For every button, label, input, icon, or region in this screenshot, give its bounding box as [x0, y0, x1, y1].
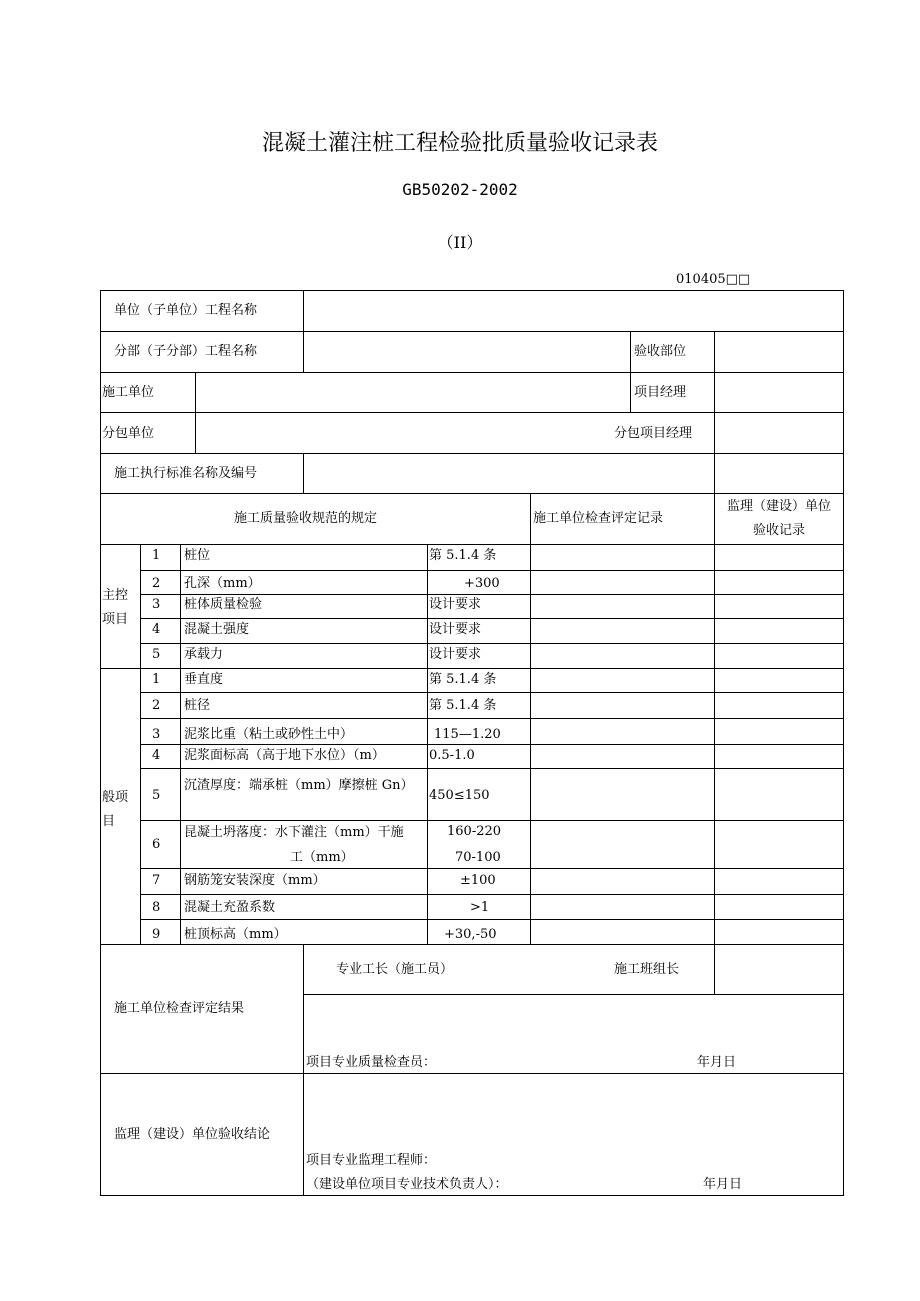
- table-line: [714, 493, 715, 945]
- row-no: 2: [152, 698, 161, 713]
- inspector-label: 项目专业质量检查员：: [306, 1055, 437, 1070]
- row-item: 垂直度: [184, 672, 224, 687]
- row-value: 第 5.1.4 条: [429, 548, 497, 563]
- row-no: 7: [152, 873, 161, 888]
- owner-rep-label: （建设单位项目专业技术负责人）：: [306, 1177, 508, 1192]
- project-manager-label: 项目经理: [634, 385, 687, 400]
- row-no: 1: [152, 548, 161, 563]
- table-line: [140, 718, 844, 719]
- row-value: 设计要求: [429, 597, 482, 612]
- row-value: 115—1.20: [434, 727, 501, 742]
- row-value: 设计要求: [429, 647, 482, 662]
- table-line: [140, 594, 844, 595]
- row-value: 设计要求: [429, 622, 482, 637]
- row-item: 泥浆面标高（高于地下水位）（m）: [184, 748, 385, 763]
- row-value: ±100: [460, 873, 496, 888]
- table-line: [303, 994, 844, 995]
- table-line: [714, 944, 715, 995]
- table-line: [140, 868, 844, 869]
- table-line: [140, 894, 844, 895]
- conclusion-label: 监理（建设）单位验收结论: [114, 1127, 271, 1142]
- table-line: [843, 290, 844, 1196]
- table-line: [100, 453, 844, 454]
- standard-label: 施工执行标准名称及编号: [114, 466, 258, 481]
- subcontract-manager-label: 分包项目经理: [614, 426, 693, 441]
- row-value-2: 70-100: [455, 850, 501, 865]
- row-item: 承载力: [184, 647, 224, 662]
- supervisor-record-header-2: 验收记录: [752, 523, 805, 538]
- table-line: [195, 372, 196, 453]
- table-line: [140, 692, 844, 693]
- row-item: 昆凝土坍落度：水下灌注（mm）干施: [184, 825, 404, 840]
- page-title: 混凝土灌注桩工程检验批质量验收记录表: [261, 131, 658, 156]
- supervisor-record-header: 监理（建设）单位: [726, 499, 831, 514]
- row-no: 5: [152, 647, 161, 662]
- table-line: [100, 331, 844, 332]
- row-item: 桩体质量检验: [184, 597, 263, 612]
- row-no: 5: [152, 788, 161, 803]
- row-item: 钢筋笼安装深度（mm）: [184, 873, 326, 888]
- row-no: 4: [152, 748, 161, 763]
- table-line: [100, 493, 844, 494]
- table-line: [100, 1073, 844, 1074]
- row-item: 沉渣厚度：端承桩（mm）摩擦桩 Gn）: [184, 778, 414, 793]
- table-line: [100, 944, 844, 945]
- row-item: 孔深（mm）: [184, 576, 261, 591]
- row-no: 4: [152, 622, 161, 637]
- row-value: 第 5.1.4 条: [429, 698, 497, 713]
- row-value: 0.5-1.0: [429, 748, 475, 763]
- row-item: 泥浆比重（粘土或砂性土中）: [184, 727, 354, 742]
- row-no: 6: [152, 837, 161, 852]
- table-line: [140, 744, 844, 745]
- table-line: [714, 331, 715, 494]
- table-line: [100, 544, 844, 545]
- table-line: [100, 1195, 844, 1196]
- row-item: 桩位: [184, 548, 211, 563]
- row-item: 混凝土充盈系数: [184, 900, 276, 915]
- engineer-label: 项目专业监理工程师：: [306, 1153, 437, 1168]
- row-value: 450≤150: [429, 788, 490, 803]
- conclusion-date: 年月日: [703, 1177, 743, 1192]
- row-no: 9: [152, 927, 161, 942]
- unit-project-label: 单位（子单位）工程名称: [114, 303, 258, 318]
- row-value: 第 5.1.4 条: [429, 672, 497, 687]
- row-no: 3: [152, 597, 161, 612]
- subcontractor-label: 分包单位: [102, 426, 155, 441]
- table-line: [530, 493, 531, 945]
- table-line: [140, 618, 844, 619]
- table-line: [100, 668, 844, 669]
- table-line: [140, 570, 844, 571]
- team-leader-label: 施工班组长: [614, 962, 680, 977]
- result-date: 年月日: [697, 1055, 737, 1070]
- table-line: [303, 944, 304, 1196]
- construction-unit-label: 施工单位: [102, 385, 155, 400]
- main-group-label: 主控: [102, 588, 129, 603]
- part-number: （II）: [437, 233, 483, 252]
- row-value: >1: [470, 900, 490, 915]
- row-no: 8: [152, 900, 161, 915]
- table-line: [100, 290, 844, 291]
- row-no: 2: [152, 576, 161, 591]
- result-label: 施工单位检查评定结果: [114, 1001, 245, 1016]
- table-line: [303, 290, 304, 373]
- main-group-label-2: 项目: [102, 612, 129, 627]
- table-line: [630, 331, 631, 413]
- form-code: 010405□□: [676, 272, 751, 287]
- row-value: 160-220: [447, 824, 502, 839]
- table-line: [140, 919, 844, 920]
- foreman-label: 专业工长（施工员）: [336, 962, 454, 977]
- row-value: +300: [464, 576, 500, 591]
- row-no: 1: [152, 672, 161, 687]
- contractor-record-header: 施工单位检查评定记录: [533, 511, 664, 526]
- table-line: [180, 544, 181, 945]
- table-line: [100, 372, 844, 373]
- row-item: 桩顶标高（mm）: [184, 927, 287, 942]
- row-item: 混凝土强度: [184, 622, 250, 637]
- acceptance-part-label: 验收部位: [634, 344, 687, 359]
- table-line: [427, 544, 428, 945]
- table-line: [100, 412, 844, 413]
- table-line: [140, 820, 844, 821]
- row-item-cont: 工（mm）: [290, 850, 354, 865]
- general-group-label-2: 目: [102, 814, 116, 829]
- table-line: [140, 643, 844, 644]
- table-line: [140, 768, 844, 769]
- table-line: [100, 290, 101, 1196]
- general-group-label: 般项: [102, 790, 129, 805]
- standard-code: GB50202-2002: [402, 180, 518, 199]
- table-line: [303, 453, 304, 494]
- spec-header: 施工质量验收规范的规定: [234, 511, 378, 526]
- row-no: 3: [152, 727, 161, 742]
- table-line: [140, 544, 141, 945]
- row-item: 桩径: [184, 698, 211, 713]
- sub-project-label: 分部（子分部）工程名称: [114, 344, 258, 359]
- row-value: +30,-50: [444, 927, 497, 942]
